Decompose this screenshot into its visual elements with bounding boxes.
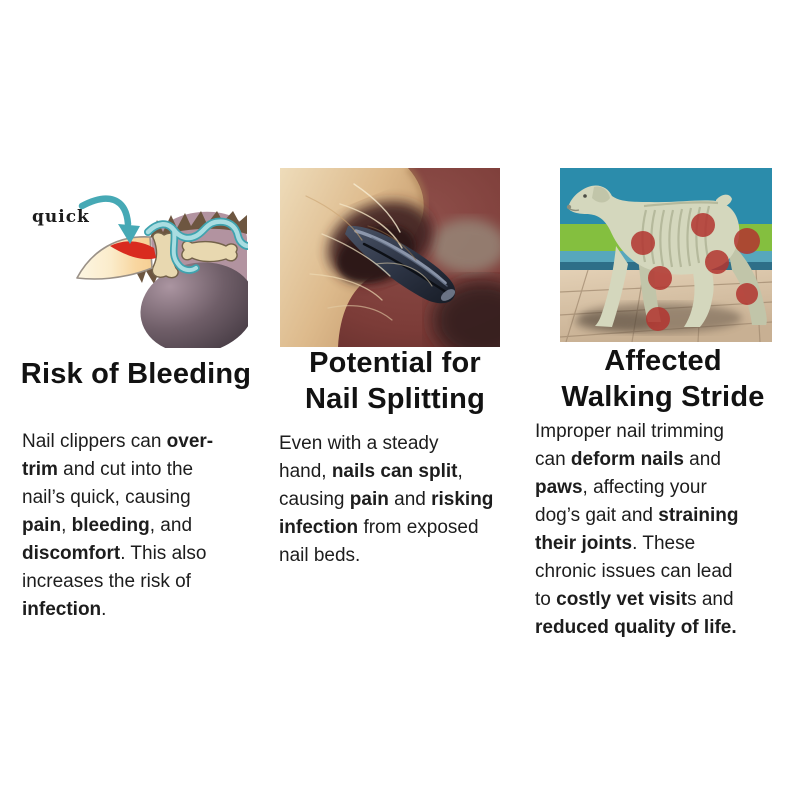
quick-label: quick xyxy=(32,207,90,227)
quick-arrow-icon xyxy=(82,199,140,244)
nail-quick-diagram-image xyxy=(16,180,248,348)
column-body-walking-stride: Improper nail trimming can deform nails and paws, affecting your dog’s gait and straining their joints. These chronic issues can lead to costly vet visits and reduced quality of life. xyxy=(535,421,739,638)
column-title-walking-stride: Affected Walking Stride xyxy=(561,345,765,413)
walking-stride-image xyxy=(560,168,772,342)
column-title-risk-of-bleeding: Risk of Bleeding xyxy=(20,358,252,390)
column-body-risk-of-bleeding: Nail clippers can over- trim and cut into the nail’s quick, causing pain, bleeding, and discomfort. This also increases the risk of infection. xyxy=(22,431,214,620)
column-body-nail-splitting: Even with a steady hand, nails can split, causing pain and risking infection from exposed nail beds. xyxy=(279,433,494,566)
column-title-nail-splitting: Potential for Nail Splitting xyxy=(304,347,485,415)
split-nail-photo xyxy=(280,168,500,347)
